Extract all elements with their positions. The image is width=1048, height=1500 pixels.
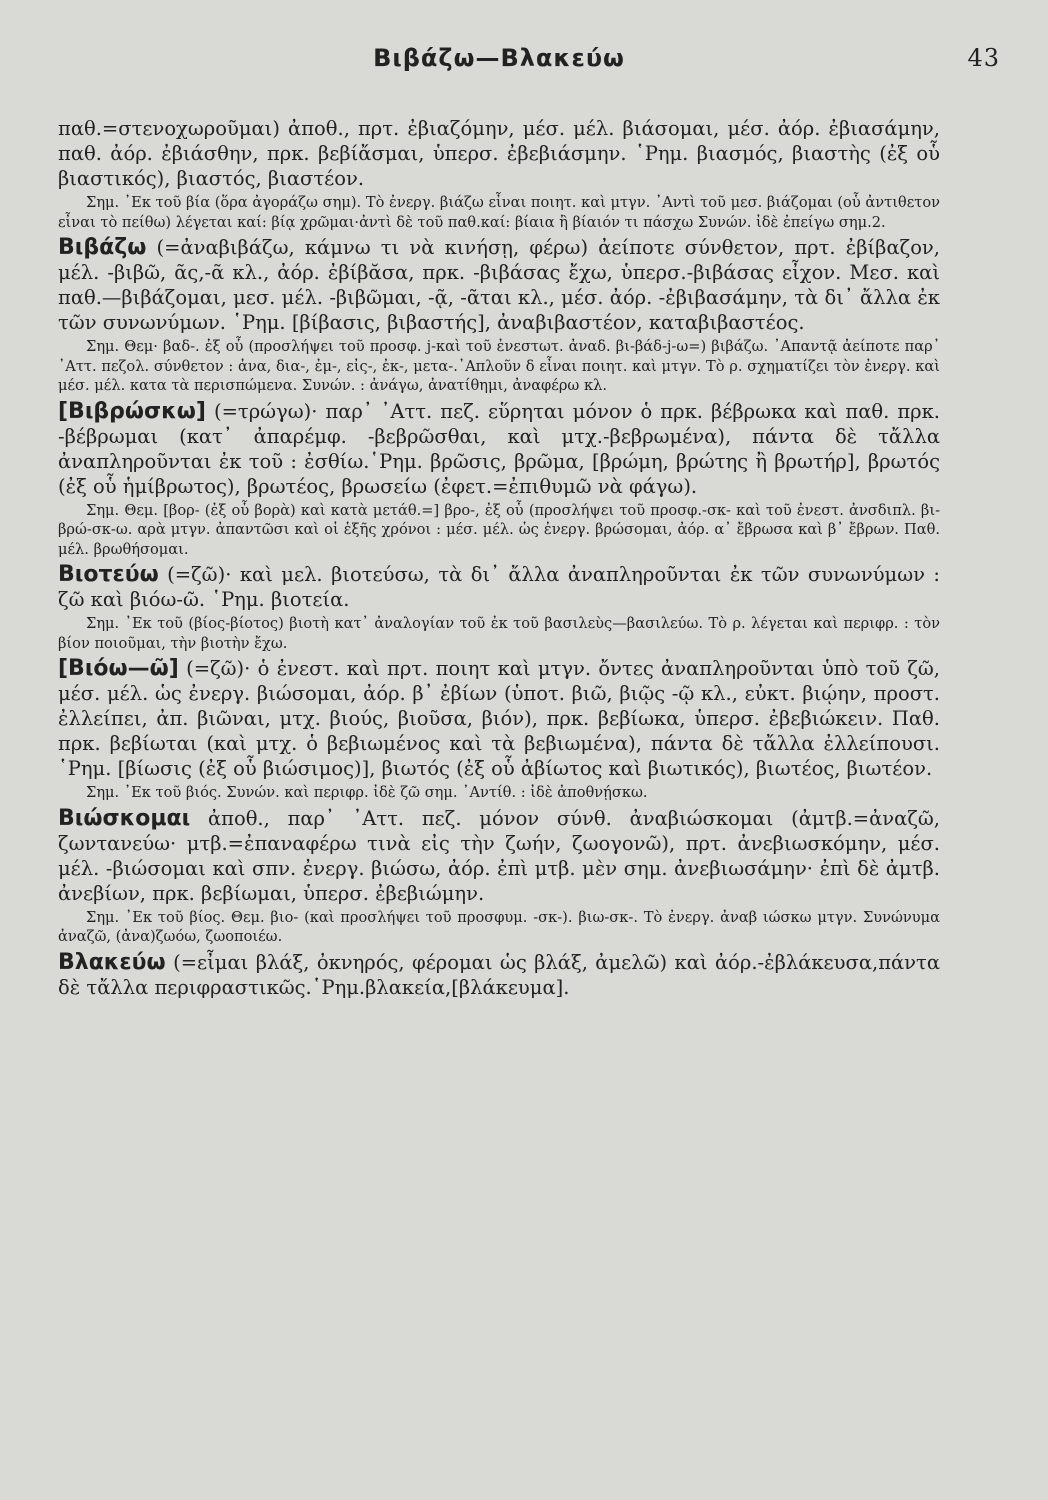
- entry-text: [58, 235, 940, 335]
- entry-headword: Βιβάζω: [58, 235, 147, 260]
- entry-body: (=ἀναβιβάζω, κάμνω τι νὰ κινήσῃ, φέρω) ἀείποτε σύνθετον, πρτ. ἐβίβαζον, μέλ. -βιβῶ, ᾶς,-ᾶ κλ., ἀόρ. ἐβίβᾰσα, πρκ. -βιβάσας ἔχω, ὑπερσ.-βιβάσας εἶχον. Μεσ. καὶ παθ.—βιβάζομαι, μεσ. μέλ. -βιβῶμαι, -ᾷ, -ᾶται κλ., μέσ. ἀόρ. -ἐβιβασάμην, τὰ δι᾽ ἄλλα ἐκ τῶν συνωνύμων. ῾Ρημ. [βίβασις, βιβαστής], ἀναβιβαστέον, καταβιβαστέος.: [58, 236, 940, 334]
- entry-note: Σημ. ᾿Εκ τοῦ βία (ὅρα ἀγοράζω σημ). Τὸ ἐνεργ. βιάζω εἶναι ποιητ. καὶ μτγν. ᾿Αντὶ τοῦ μεσ. βιάζομαι (οὗ ἀντιθετον εἶναι τὸ πείθω) λέγεται καί: βίᾳ χρῶμαι·ἀντὶ δὲ τοῦ παθ.καί: βίαια ἢ βίαιόν τι πάσχω Συνών. ἰδὲ ἐπείγω σημ.2.: [58, 194, 940, 231]
- entry-note: Σημ. Θεμ. [βορ- (ἐξ οὗ βορὰ) καὶ κατὰ μετάθ.=] βρο-, ἐξ οὗ (προσλήψει τοῦ προσφ.-σκ- καὶ τοῦ ἐνεστ. ἀνσδιπλ. βι-βρώ-σκ-ω. αρὰ μτγν. ἀπαντῶσι καὶ οἱ ἑξῆς χρόνοι : μέσ. μέλ. ὡς ἐνεργ. βρώσομαι, ἀόρ. α᾽ ἔβρωσα καὶ β᾽ ἔβρων. Παθ. μέλ. βρωθήσομαι.: [58, 501, 940, 558]
- header-title: Βιβάζω—Βλακεύω: [373, 44, 625, 72]
- entry-body: (=ζῶ)· ὁ ἐνεστ. καὶ πρτ. ποιητ καὶ μτγν. ὄντες ἀναπληροῦνται ὑπὸ τοῦ ζῶ, μέσ. μέλ. ὡς ἐνεργ. βιώσομαι, ἀόρ. β᾽ ἐβίων (ὑποτ. βιῶ, βιῷς -ῷ κλ., εὐκτ. βιῴην, προστ. ἐλλείπει, ἀπ. βιῶναι, μτχ. βιούς, βιοῦσα, βιόν), πρκ. βεβίωκα, ὑπερσ. ἐβεβιώκειν. Παθ. πρκ. βεβίωται (καὶ μτχ. ὁ βεβιωμένος καὶ τὰ βεβιωμένα), πάντα δὲ τἄλλα ἐλλείπουσι. ῾Ρημ. [βίωσις (ἐξ οὗ βιώσιμος)], βιωτός (ἐξ οὗ ἀβίωτος καὶ βιωτικός), βιωτέος, βιωτέον.: [58, 657, 940, 780]
- entry-body: (=τρώγω)· παρ᾽ ᾿Αττ. πεζ. εὕρηται μόνον ὁ πρκ. βέβρωκα καὶ παθ. πρκ. -βέβρωμαι (κατ᾽ ἀπαρέμφ. -βεβρῶσθαι, καὶ μτχ.-βεβρωμένα), πάντα δὲ τἄλλα ἀναπληροῦνται ἐκ τοῦ : ἐσθίω.῾Ρημ. βρῶσις, βρῶμα, [βρώμη, βρώτης ἢ βρωτήρ], βρωτός (ἐξ οὗ ἡμίβρωτος), βρωτέος, βρωσείω (ἐφετ.=ἐπιθυμῶ νὰ φάγω).: [58, 399, 940, 498]
- entry-headword: [Βιβρώσκω]: [58, 398, 206, 424]
- entry-headword: Βιώσκομαι: [58, 805, 191, 831]
- entry-headword: Βιοτεύω: [58, 562, 159, 587]
- entry-body: (=εἶμαι βλάξ, ὀκνηρός, φέρομαι ὡς βλάξ, ἀμελῶ) καὶ ἀόρ.-ἐβλάκευσα,πάντα δὲ τἄλλα περιφραστικῶς.῾Ρημ.βλακεία,[βλάκευμα].: [58, 950, 940, 999]
- entry-bioskomai: [58, 806, 940, 947]
- page-number: 43: [967, 44, 1000, 72]
- entry-text: [58, 656, 940, 781]
- running-header: [58, 44, 1000, 88]
- entry-bibazo: [58, 235, 940, 396]
- entry-headword: [Βιόω—ῶ]: [58, 656, 179, 681]
- entry-headword: Βλακεύω: [58, 949, 166, 975]
- entry-note: Σημ. Θεμ· βαδ-. ἐξ οὗ (προσλήψει τοῦ προσφ. j-καὶ τοῦ ἐνεστωτ. ἀναδ. βι-βάδ-j-ω=) βιβάζω. ᾿Απαντᾷ ἀείποτε παρ᾽ ᾿Αττ. πεζολ. σύνθετον : ἀνα, δια-, ἐμ-, εἰς-, ἐκ-, μετα-.᾿Απλοῦν δ εἶναι ποιητ. καὶ μτγν. Τὸ ρ. σχηματίζει τὸν ἐνεργ. καὶ μέσ. μέλ. κατα τὰ περισπώμενα. Συνών. : ἀνάγω, ἀνατίθημι, ἀναφέρω κλ.: [58, 338, 940, 394]
- entry-body: (=ζῶ)· καὶ μελ. βιοτεύσω, τὰ δι᾽ ἄλλα ἀναπληροῦνται ἐκ τῶν συνωνύμων : ζῶ καὶ βιόω-ῶ. ῾Ρημ. βιοτεία.: [58, 563, 940, 611]
- entry-text: παθ.=στενοχωροῦμαι) ἀποθ., πρτ. ἐβιαζόμην, μέσ. μέλ. βιάσομαι, μέσ. ἀόρ. ἐβιασάμην, παθ. ἀόρ. ἐβιάσθην, πρκ. βεβίἄσμαι, ὑπερσ. ἐβεβιάσμην. ῾Ρημ. βιασμός, βιαστὴς (ἐξ οὗ βιαστικός), βιαστός, βιαστέον.: [58, 117, 940, 190]
- entry-blakeuo: [58, 950, 940, 1000]
- entry-text: [58, 806, 940, 906]
- entry-text: [58, 399, 940, 499]
- entry-biazo-continued: [58, 116, 940, 232]
- entry-bibrosko: [58, 399, 940, 560]
- entry-note: Σημ. ᾿Εκ τοῦ βίος. Θεμ. βιο- (καὶ προσλήψει τοῦ προσφυμ. -σκ-). βιω-σκ-. Τὸ ἐνεργ. ἀναβ ιώσκω μτγν. Συνώνυμα ἀναζῶ, (ἀνα)ζωόω, ζωοποιέω.: [58, 908, 940, 945]
- entry-note: Σημ. ᾿Εκ τοῦ (βίος-βίοτος) βιοτὴ κατ᾽ ἀναλογίαν τοῦ ἐκ τοῦ βασιλεὺς—βασιλεύω. Τὸ ρ. λέγεται καὶ περιφρ. : τὸν βίον ποιοῦμαι, τὴν βιοτὴν ἔχω.: [58, 615, 940, 652]
- entry-bioteuo: [58, 562, 940, 653]
- entry-bioo: [58, 656, 940, 803]
- entry-body: ἀποθ., παρ᾽ ᾿Αττ. πεζ. μόνον σύνθ. ἀναβιώσκομαι (ἀμτβ.=ἀναζῶ, ζωντανεύω· μτβ.=ἐπαναφέρω τινὰ εἰς τὴν ζωήν, ζωογονῶ), πρτ. ἀνεβιωσκόμην, μέσ. μέλ. -βιώσομαι καὶ σπν. ἐνεργ. βιώσω, ἀόρ. ἐπὶ μτβ. μὲν σημ. ἀνεβιωσάμην· ἐπὶ δὲ ἀμτβ. ἀνεβίων, πρκ. βεβίωμαι, ὑπερσ. ἐβεβιώμην.: [58, 806, 940, 905]
- entry-text: [58, 562, 940, 612]
- entry-text: [58, 950, 940, 1000]
- entry-note: Σημ. ᾿Εκ τοῦ βιός. Συνών. καὶ περιφρ. ἰδὲ ζῶ σημ. ᾿Αντίθ. : ἰδὲ ἀποθνῄσκω.: [86, 784, 648, 801]
